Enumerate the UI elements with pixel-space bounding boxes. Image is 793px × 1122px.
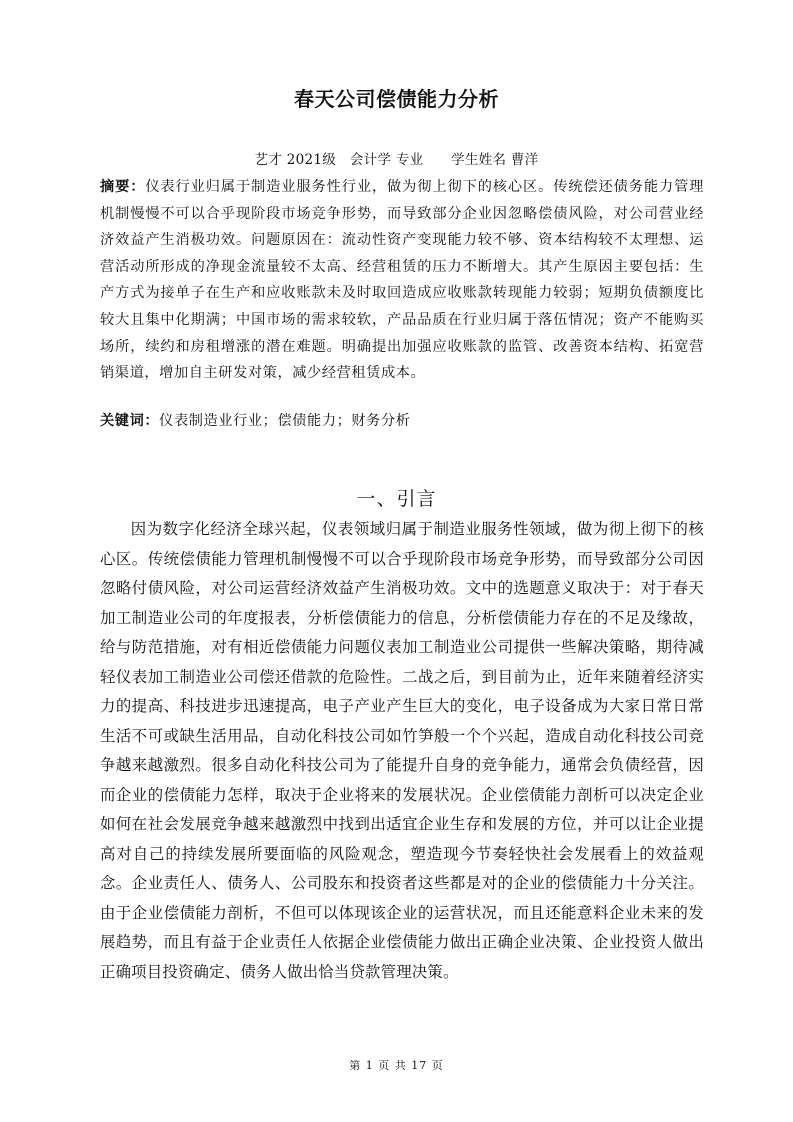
body-paragraph: 因为数字化经济全球兴起，仪表领域归属于制造业服务性领域，做为彻上彻下的核心区。传统偿债能力管理机制慢慢不可以合乎现阶段市场竞争形势，而导致部分公司因忽略付债风险，对公司运营经济效益产生消极功效。文中的选题意义取决于：对于春天加工制造业公司的年度报表，分析偿债能力的信息，分析偿债能力存在的不足及缘故，给与防范措施，对有相近偿债能力问题仪表加工制造业公司提供一些解决策略，期待减轻仪表加工制造业公司偿还借款的危险性。二战之后，到目前为止，近年来随着经济实力的提高、科技进步迅速提高，电子产业产生巨大的变化，电子设备成为大家日常日常生活不可或缺生活用品，自动化科技公司如竹笋般一个个兴起，造成自动化科技公司竞争越来越激烈。很多自动化科技公司为了能提升自身的竞争能力，通常会负债经营，因而企业的偿债能力怎样，取决于企业将来的发展状况。企业偿债能力剖析可以决定企业如何在社会发展竞争越来越激烈中找到出适宜企业生存和发展的方位，并可以让企业提高对自己的持续发展所要面临的风险观念，塑造现今节奏轻快社会发展看上的效益观念。企业责任人、债务人、公司股东和投资者这些都是对的企业的偿债能力十分关注。由于企业偿债能力剖析，不但可以体现该企业的运营状况，而且还能意料企业未来的发展趋势，而且有益于企业责任人依据企业偿债能力做出正确企业决策、企业投资人做出正确项目投资确定、债务人做出恰当贷款管理决策。 [100,520,704,981]
abstract-label: 摘要： [100,179,146,195]
keywords-label: 关键词： [100,413,160,429]
page-footer: 第 1 页 共 17 页 [349,1059,444,1072]
abstract-block [100,174,704,387]
section-heading: 一、引言 [356,488,437,510]
author-line: 艺才 2021级 会计学 专业 学生姓名 曹洋 [254,152,539,168]
keywords-text: 仪表制造业行业；偿债能力；财务分析 [159,413,411,429]
document-title: 春天公司偿债能力分析 [294,87,499,111]
keywords-block [100,408,704,434]
abstract-text: 仪表行业归属于制造业服务性行业，做为彻上彻下的核心区。传统偿还债务能力管理机制慢慢不可以合乎现阶段市场竞争形势，而导致部分企业因忽略偿债风险，对公司营业经济效益产生消极功效。问题原因在：流动性资产变现能力较不够、资本结构较不太理想、运营活动所形成的净现金流量较不太高、经营租赁的压力不断增大。其产生原因主要包括：生产方式为接单子在生产和应收账款未及时取回造成应收账款转现能力较弱；短期负债额度比较大且集中化期满；中国市场的需求较软，产品品质在行业归属于落伍情况；资产不能购买场所，续约和房租增涨的潜在难题。明确提出加强应收账款的监管、改善资本结构、拓宽营销渠道，增加自主研发对策，减少经营租赁成本。 [100,179,704,382]
